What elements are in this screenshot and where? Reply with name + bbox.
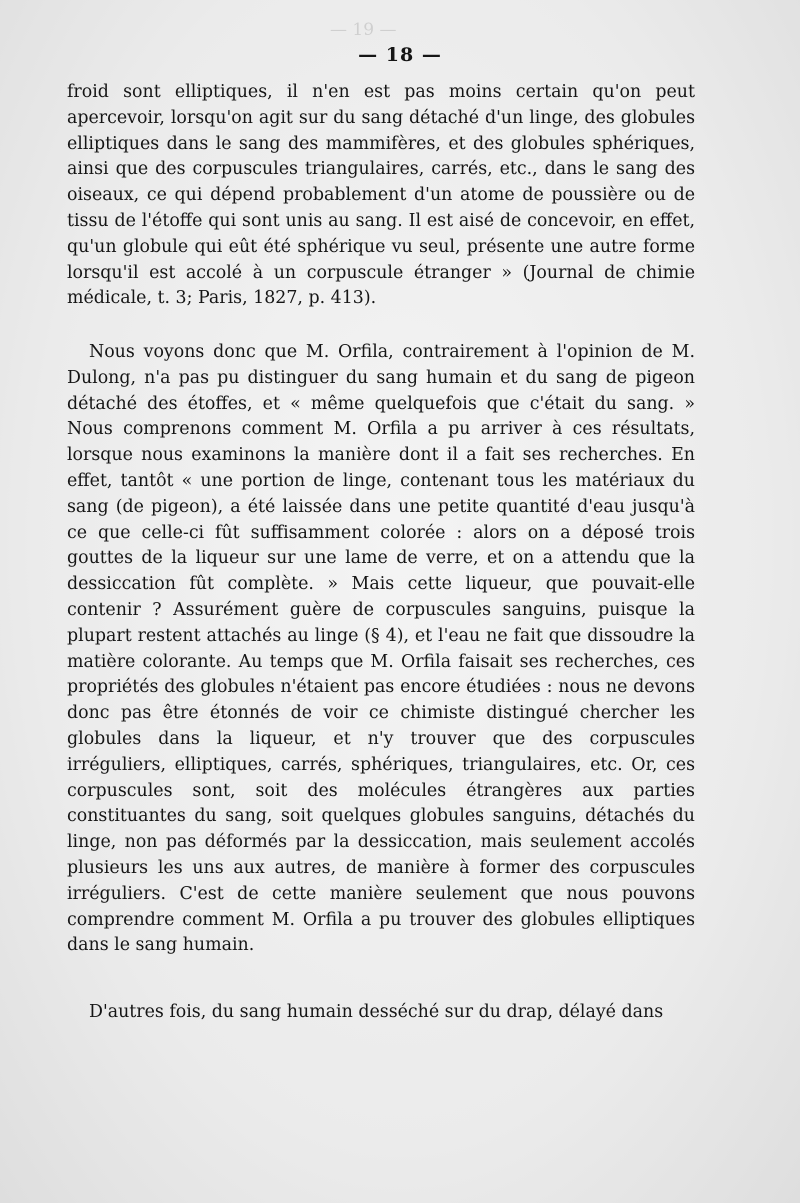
paragraph-continuation — [67, 80, 695, 312]
page-number: — 18 — — [358, 44, 442, 66]
paragraph-main — [67, 340, 695, 959]
paragraph-final — [67, 1000, 695, 1026]
bleed-through-page-number: — 19 — — [330, 20, 397, 40]
paragraph-3: D'autres fois, du sang humain desséché sur du drap, délayé dans — [89, 1002, 664, 1022]
paragraph-1: froid sont elliptiques, il n'en est pas moins certain qu'on peut apercevoir, lorsqu'on agit sur du sang détaché d'un linge, des globules elliptiques dans le sang des mammifères, et des globules sphériques, ainsi que des corpuscules triangulaires, carrés, etc., dans le sang des oiseaux, ce qui dépend probablement d'un atome de poussière ou de tissu de l'étoffe qui sont unis au sang. Il est aisé de concevoir, en effet, qu'un globule qui eût été sphérique vu seul, présente une autre forme lorsqu'il est accolé à un corpuscule étranger » (Journal de chimie médicale, t. 3; Paris, 1827, p. 413). — [67, 82, 695, 309]
paragraph-2: Nous voyons donc que M. Orfila, contrairement à l'opinion de M. Dulong, n'a pas pu distinguer du sang humain et du sang de pigeon détaché des étoffes, et « même quelquefois que c'était du sang. » Nous comprenons comment M. Orfila a pu arriver à ces résultats, lorsque nous examinons la manière dont il a fait ses recherches. En effet, tantôt « une portion de linge, contenant tous les matériaux du sang (de pigeon), a été laissée dans une petite quantité d'eau jusqu'à ce que celle-ci fût suffisamment colorée : alors on a déposé trois gouttes de la liqueur sur une lame de verre, et on a attendu que la dessiccation fût complète. » Mais cette liqueur, que pouvait-elle contenir ? Assurément guère de corpuscules sanguins, puisque la plupart restent attachés au linge (§ 4), et l'eau ne fait que dissoudre la matière colorante. Au temps que M. Orfila faisait ses recherches, ces propriétés des globules n'étaient pas encore étudiées : nous ne devons donc pas être étonnés de voir ce chimiste distingué chercher les globules dans la liqueur, et n'y trouver que des corpuscules irréguliers, elliptiques, carrés, sphériques, triangulaires, etc. Or, ces corpuscules sont, soit des molécules étrangères aux parties constituantes du sang, soit quelques globules sanguins, détachés du linge, non pas déformés par la dessiccation, mais seulement accolés plusieurs les uns aux autres, de manière à former des corpuscules irréguliers. C'est de cette manière seulement que nous pouvons comprendre comment M. Orfila a pu trouver des globules elliptiques dans le sang humain. — [67, 342, 695, 956]
